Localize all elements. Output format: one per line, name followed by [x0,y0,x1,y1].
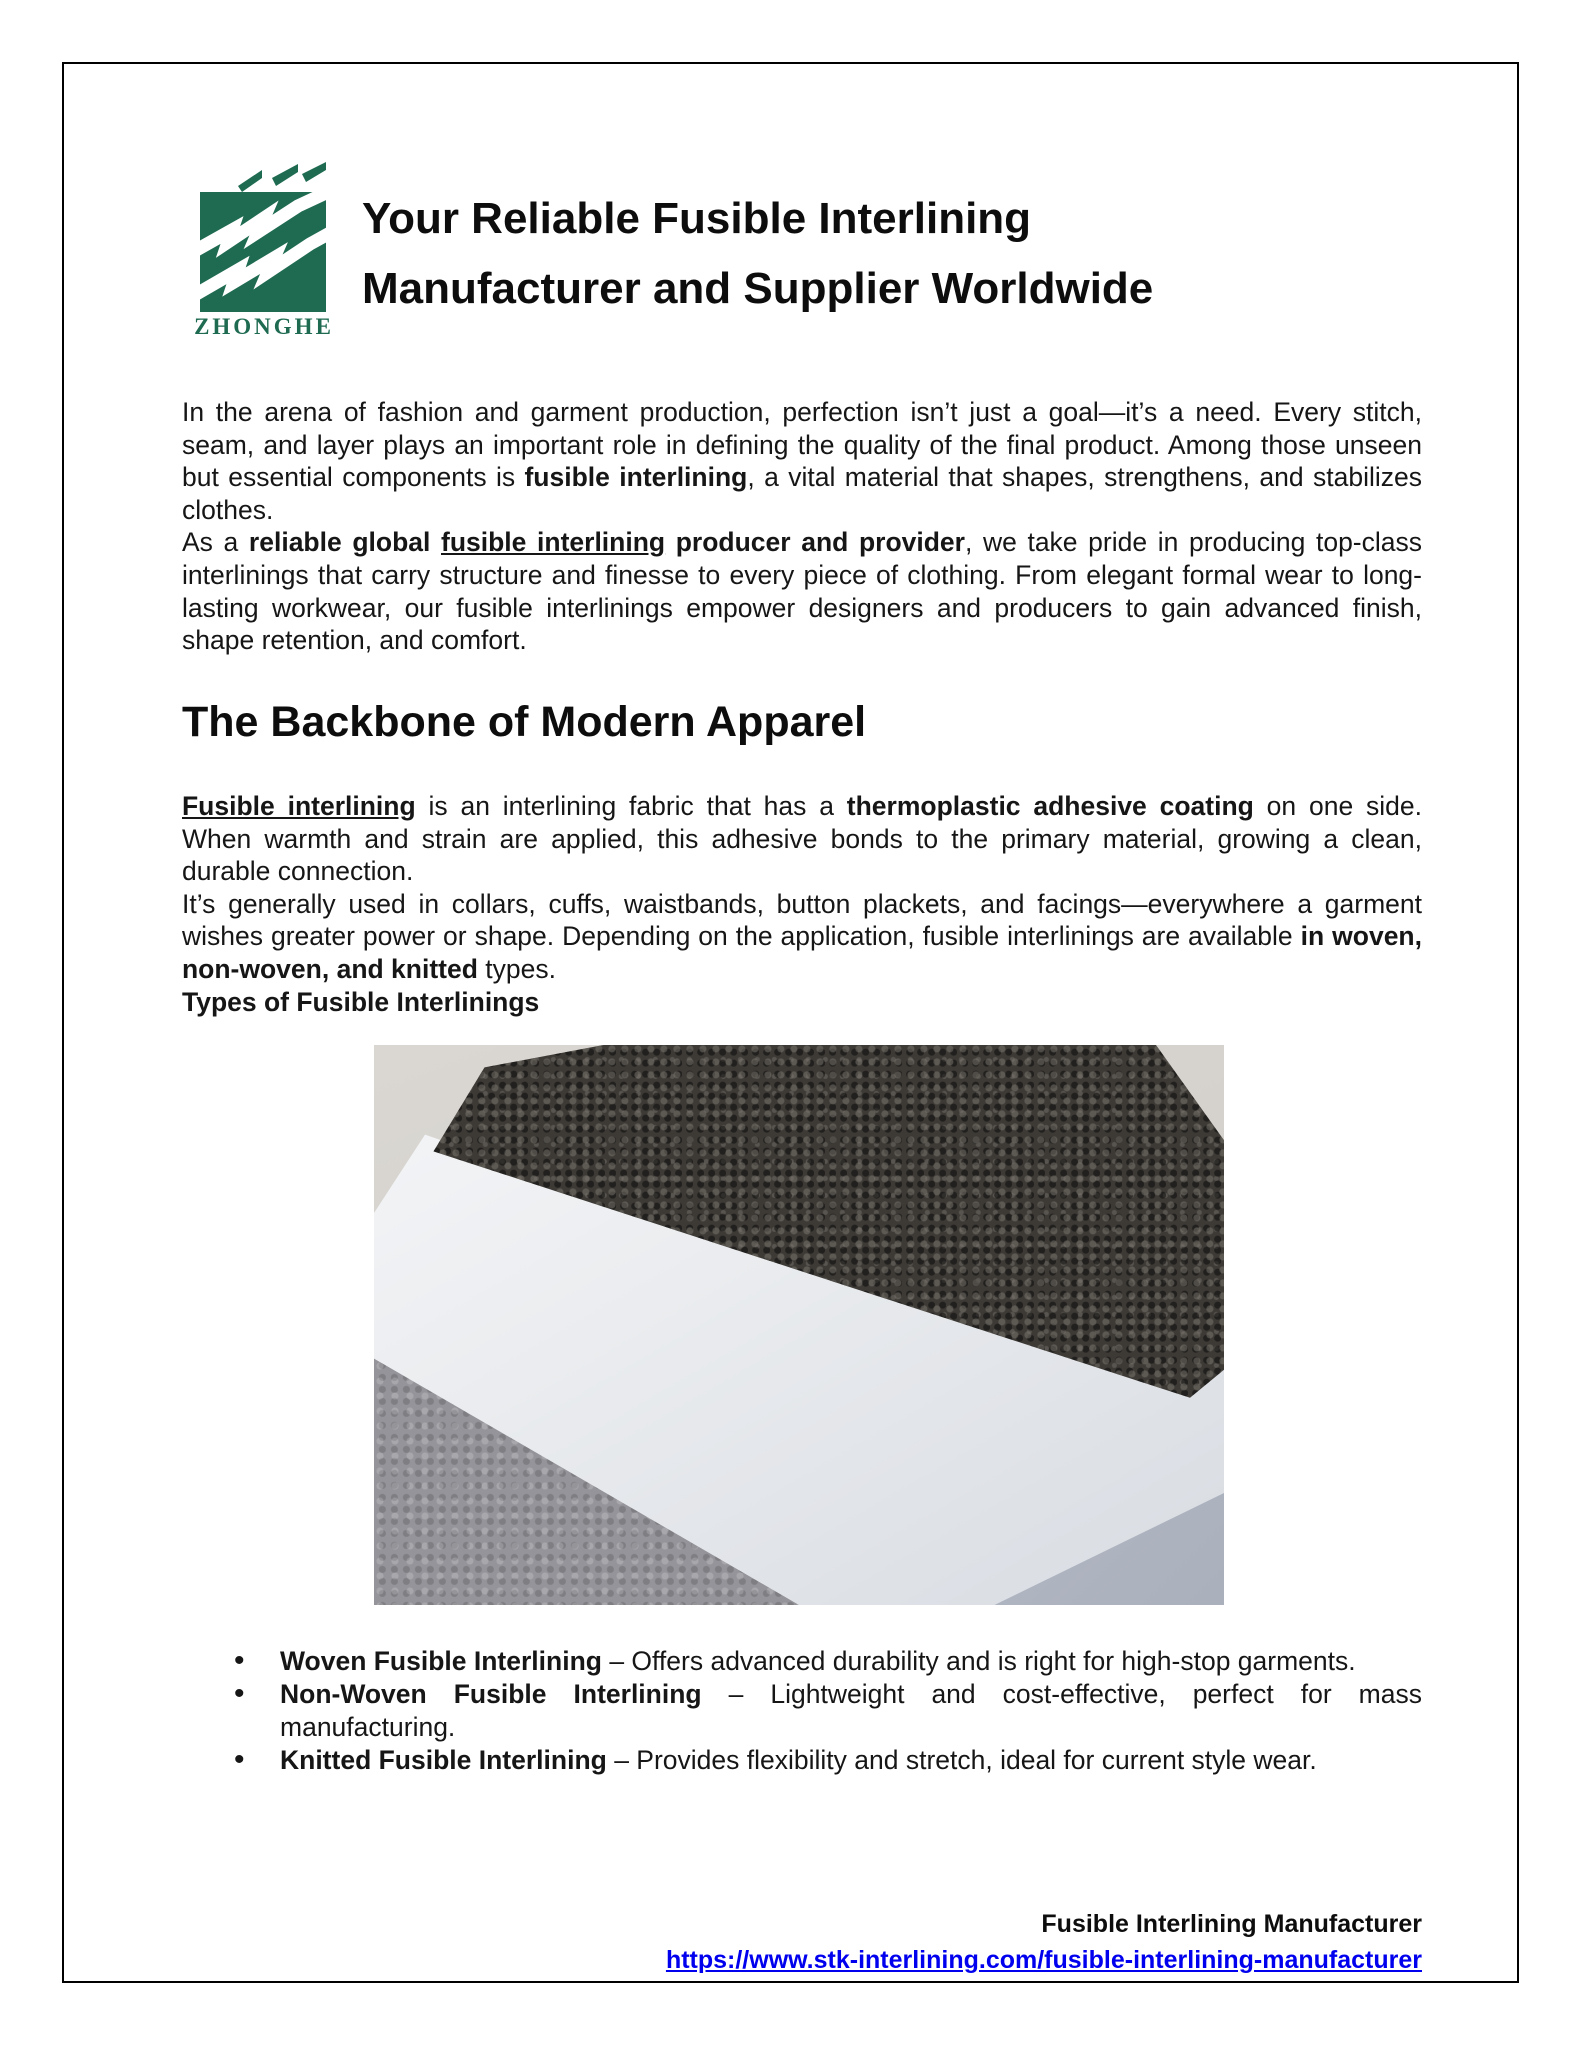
intro-paragraph-2 [182,526,1422,656]
intro-p1-keyword: fusible interlining [524,462,748,493]
list-item-woven-text: – Offers advanced durability and is right for high-stop garments. [601,1646,1356,1676]
interlining-types-list [182,1645,1422,1777]
intro-paragraph-1 [182,396,1422,526]
intro-section [182,396,1422,657]
list-item-nonwoven [182,1678,1422,1744]
backbone-p2-text1: It’s generally used in collars, cuffs, waistbands, button plackets, and facings—everywhere a garment wishes greater power or shape. Depending on the application, fusible interlinings are available [182,888,1422,952]
intro-p2-underlined-keyword: fusible interlining [441,527,666,558]
intro-p2-bold1: reliable global [248,527,441,558]
backbone-paragraph-1 [182,790,1422,888]
page-title-line2: Manufacturer and Supplier Worldwide [362,264,1154,313]
intro-p2-text1: As a [182,527,249,558]
page-title-line1: Your Reliable Fusible Interlining [362,194,1032,243]
backbone-section [182,790,1422,1018]
list-item-woven [182,1645,1422,1678]
list-item-knitted [182,1744,1422,1777]
fabric-samples-image [374,1045,1224,1605]
zhonghe-logo-icon [198,160,330,312]
backbone-p2-text2: types. [477,953,556,984]
list-item-knitted-title: Knitted Fusible Interlining [280,1745,607,1775]
page-title [362,184,1153,324]
backbone-p2-keyword: in woven, non-woven, and knitted [182,921,1422,984]
list-item-woven-title: Woven Fusible Interlining [280,1646,602,1676]
list-item-nonwoven-title: Non-Woven Fusible Interlining [280,1679,702,1709]
list-item-nonwoven-text: – Lightweight and cost-effective, perfect for mass manufacturing. [280,1679,1422,1742]
page-footer [182,1906,1422,1982]
backbone-paragraph-2 [182,888,1422,986]
footer-label: Fusible Interlining Manufacturer [1041,1910,1422,1938]
backbone-p1-text2: on one side. When warmth and strain are applied, this adhesive bonds to the primary material, growing a clean, durable connection. [182,791,1422,887]
logo-wordmark: ZHONGHE [194,314,334,339]
footer-link[interactable]: https://www.stk-interlining.com/fusible-interlining-manufacturer [665,1946,1422,1974]
backbone-p1-underlined-keyword: Fusible interlining [182,791,416,821]
list-item-knitted-text: – Provides flexibility and stretch, ideal for current style wear. [606,1745,1317,1775]
backbone-p1-keyword: thermoplastic adhesive coating [846,791,1254,821]
intro-p2-bold2: producer and provider [665,527,965,558]
backbone-p1-text1: is an interlining fabric that has a [415,791,847,821]
intro-p2-text2: , we take pride in producing top-class interlinings that carry structure and finesse to every piece of clothing. From elegant formal wear to long-lasting workwear, our fusible interlinings empower designers and producers to gain advanced finish, shape retention, and comfort. [182,527,1423,656]
intro-p1-text2: , a vital material that shapes, strengthens, and stabilizes clothes. [182,462,1422,525]
types-subheading: Types of Fusible Interlinings [182,986,540,1017]
section-heading: The Backbone of Modern Apparel [182,698,867,746]
intro-p1-text1: In the arena of fashion and garment production, perfection isn’t just a goal—it’s a need. Every stitch, seam, and layer plays an important role in defining the quality of the final product. Among those unseen but essential components is [182,397,1422,493]
